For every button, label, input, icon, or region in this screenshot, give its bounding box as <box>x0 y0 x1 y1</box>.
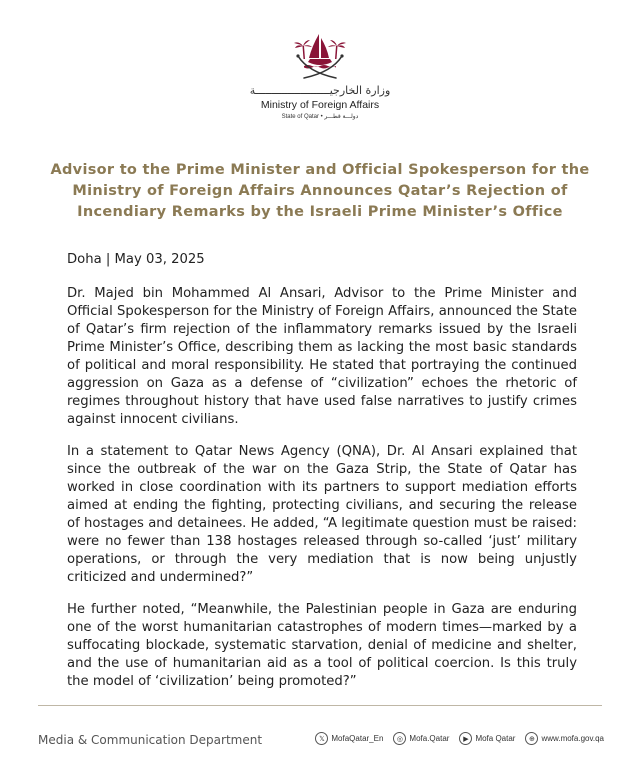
state-of-qatar-line: State of Qatar • دولـــة قطـــر <box>281 114 359 120</box>
social-links <box>315 732 604 745</box>
english-ministry-title: Ministry of Foreign Affairs <box>260 99 380 111</box>
social-x[interactable] <box>315 732 383 745</box>
instagram-icon: ◎ <box>393 732 406 745</box>
globe-icon: ⊕ <box>525 732 538 745</box>
press-release-body <box>67 251 577 705</box>
footer-divider <box>38 705 602 706</box>
youtube-icon: ▶ <box>459 732 472 745</box>
social-website[interactable] <box>525 732 604 745</box>
social-instagram[interactable] <box>393 732 449 745</box>
body-paragraph: Dr. Majed bin Mohammed Al Ansari, Advisor to the Prime Minister and Official Spokesperson for the Ministry of Foreign Affairs, announced the State of Qatar’s firm rejection of the inflammatory remarks issued by the Israeli Prime Minister’s Office, describing them as lacking the most basic standards of political and moral responsibility. He stated that portraying the continued aggression on Gaza as a defense of “civilization” echoes the rhetoric of regimes throughout history that have used false narratives to justify crimes against innocent civilians. <box>67 286 577 427</box>
arabic-ministry-title: وزارة الخارجيـــــــــــــــــــــــة <box>249 84 391 97</box>
qatar-emblem-icon <box>290 26 350 82</box>
social-youtube-label: Mofa Qatar <box>475 734 516 743</box>
letterhead <box>0 26 640 122</box>
body-paragraph: He further noted, “Meanwhile, the Palestinian people in Gaza are enduring one of the worst humanitarian catastrophes of modern times—marked by a suffocating blockade, systematic starvation, denial of medicine and shelter, and the use of humanitarian aid as a tool of political coercion. Is this truly the model of ‘civilization’ being promoted?” <box>67 602 577 689</box>
x-icon: 𝕏 <box>315 732 328 745</box>
department-name: Media & Communication Department <box>38 733 263 747</box>
social-website-label: www.mofa.gov.qa <box>541 734 604 743</box>
body-paragraph: In a statement to Qatar News Agency (QNA), Dr. Al Ansari explained that since the outbreak of the war on the Gaza Strip, the State of Qatar has worked in close coordination with its partners to support mediation efforts aimed at ending the fighting, protecting civilians, and securing the release of hostages and detainees. He added, “A legitimate question must be raised: were no fewer than 138 hostages released through so-called ‘just’ military operations, or through the very mediation that is now being unjustly criticized and undermined?” <box>67 444 577 585</box>
social-x-label: MofaQatar_En <box>331 734 384 743</box>
social-instagram-label: Mofa.Qatar <box>409 734 450 743</box>
social-youtube[interactable] <box>459 732 515 745</box>
dateline: Doha | May 03, 2025 <box>67 252 205 267</box>
press-release-headline: Advisor to the Prime Minister and Official Spokesperson for the Ministry of Foreign Affairs Announces Qatar’s Rejection of Incendiary Remarks by the Israeli Prime Minister’s Office <box>50 162 590 220</box>
